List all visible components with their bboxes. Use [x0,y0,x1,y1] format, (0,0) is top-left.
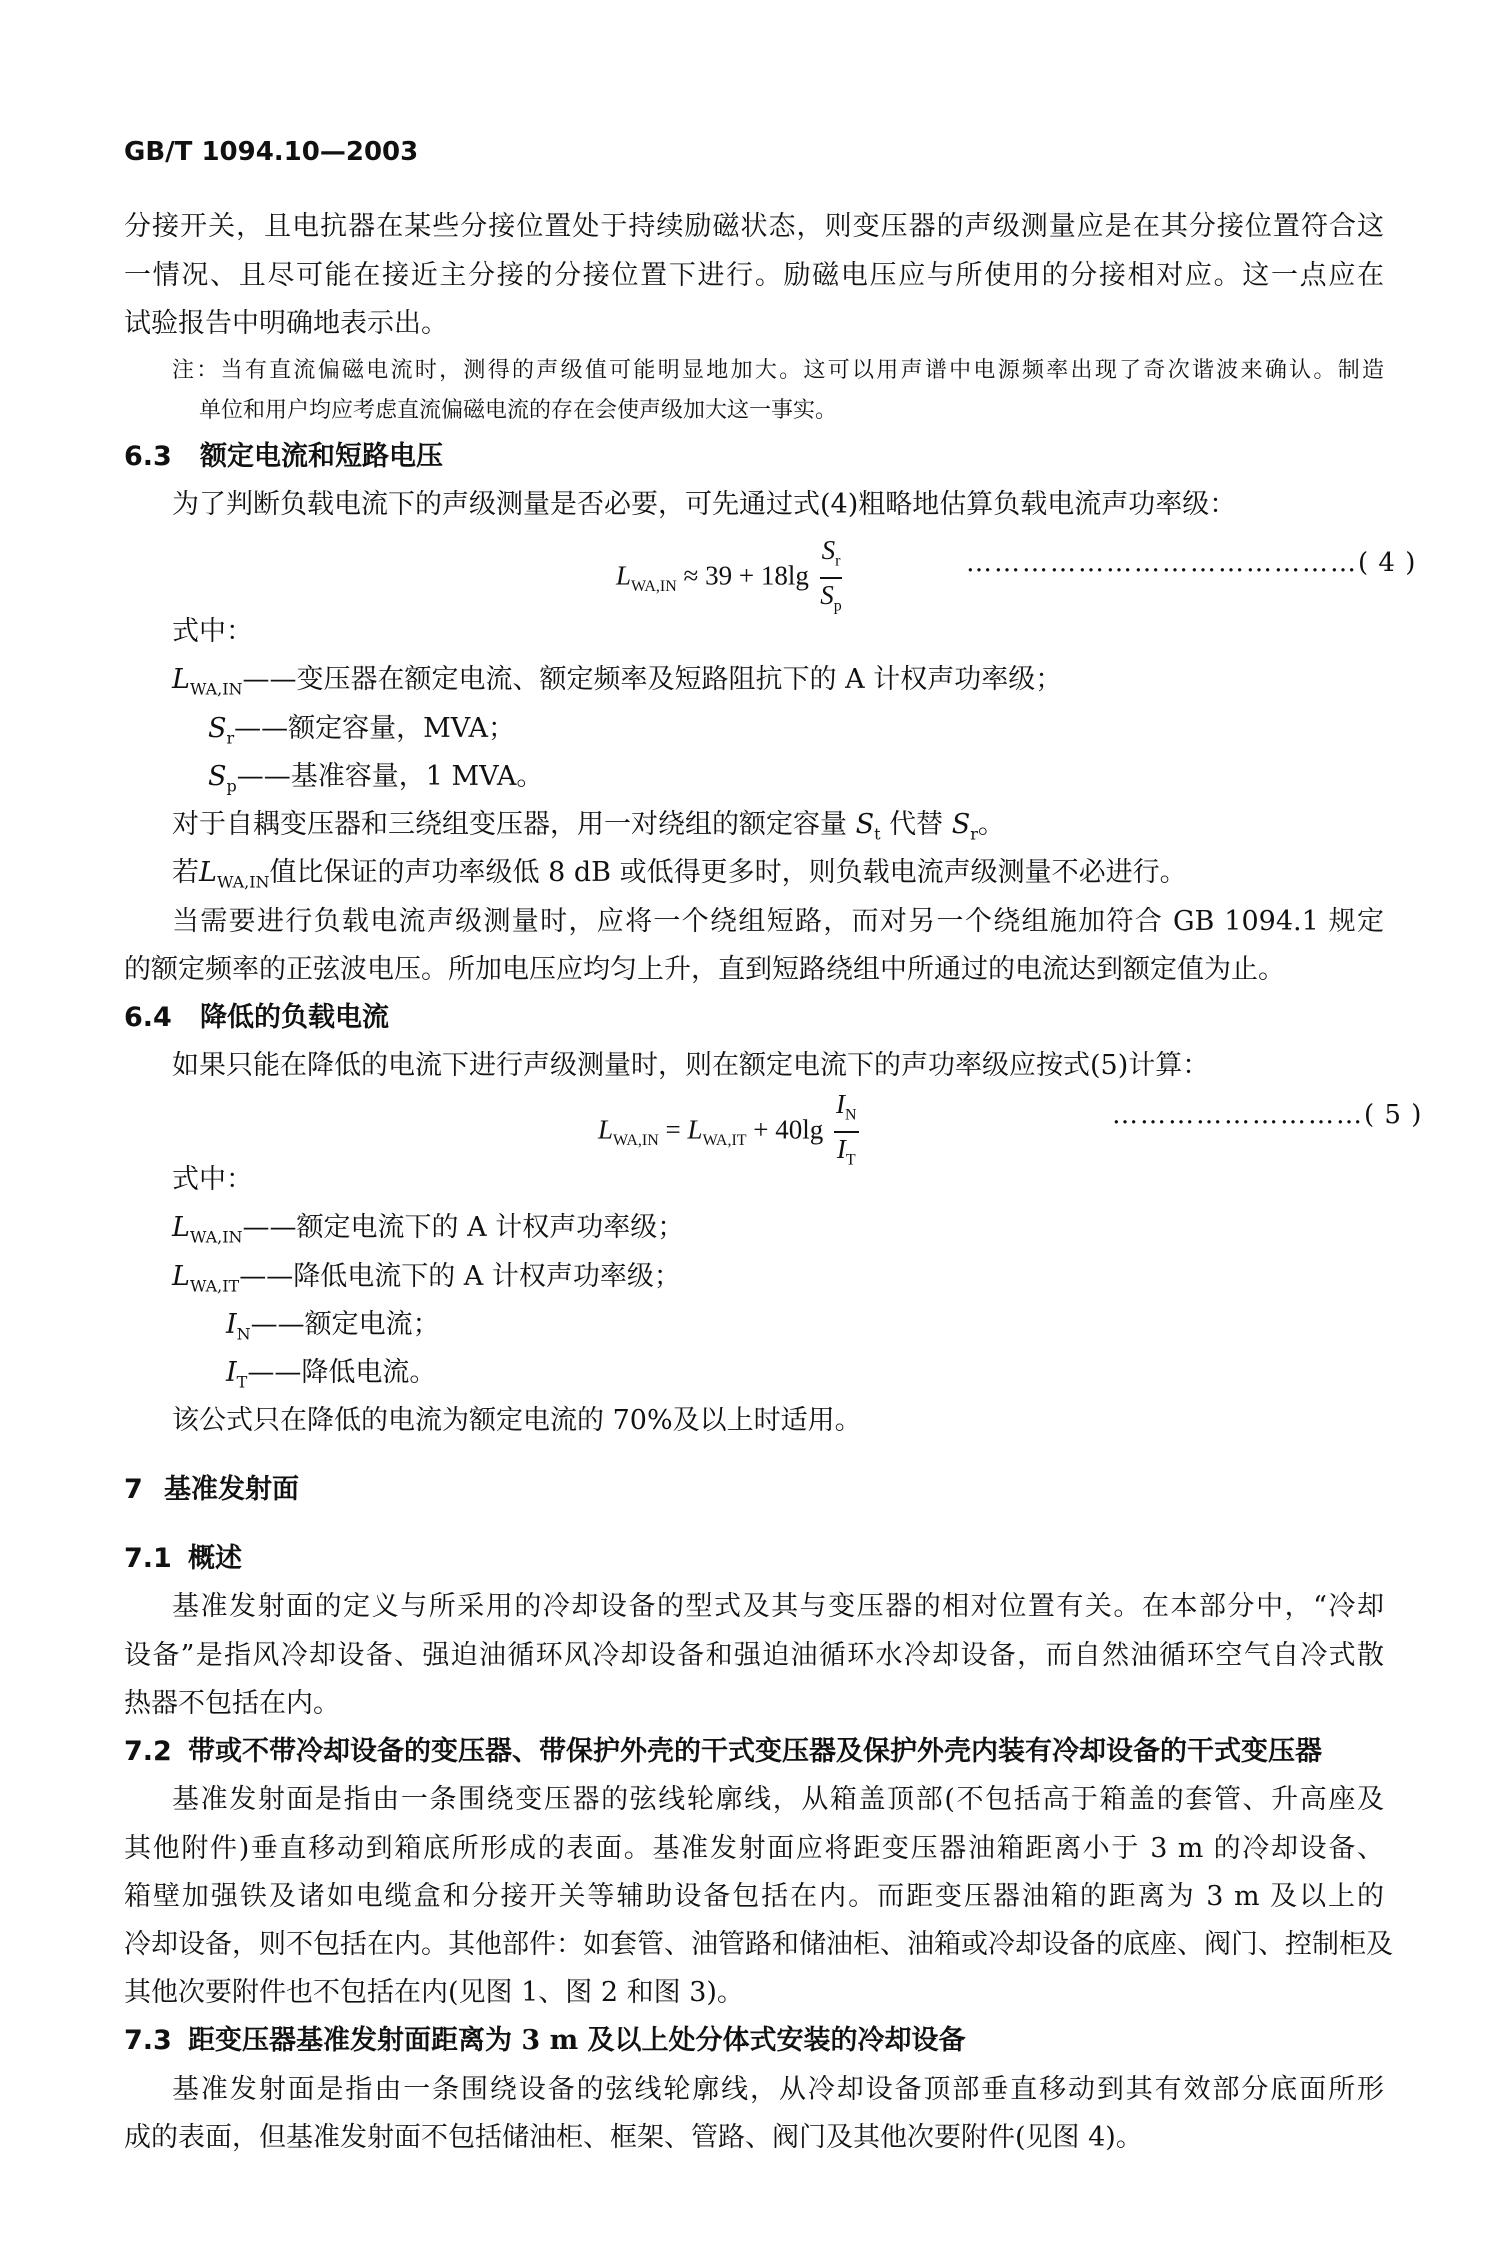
section-7-1-line-3: 热器不包括在内。 [124,1688,340,1719]
auto-subscript-t: t [874,824,881,844]
formula-4-rhs: ≈ 39 + 18lg [683,560,809,591]
formula-5-rhs-suffix: + 40lg [753,1114,824,1145]
formula-5-equals: = [665,1114,681,1145]
definition-symbol: L [172,1261,190,1292]
section-7-3-line-1: 基准发射面是指由一条围绕设备的弦线轮廓线，从冷却设备顶部垂直移动到其有效部分底面所形 [172,2074,1384,2105]
definition-lwa-it [172,1257,681,1306]
formula-5-num-symbol: I [836,1089,846,1119]
formula-4 [616,534,846,623]
auto-text-b: 代替 [889,809,944,840]
formula-5-rhs-symbol: L [687,1114,703,1145]
section-7-2-number: 7.2 [124,1736,172,1767]
definition-symbol: S [208,713,227,744]
formula-5-numerator [834,1088,859,1133]
applicability-line: 该公式只在降低的电流为额定电流的 70%及以上时适用。 [172,1405,862,1436]
section-7-1-line-1: 基准发射面的定义与所采用的冷却设备的型式及其与变压器的相对位置有关。在本部分中，“冷却 [172,1591,1384,1622]
definition-it [226,1353,436,1402]
formula-4-num-symbol: S [821,535,836,565]
procedure-line-1: 当需要进行负载电流声级测量时，应将一个绕组短路，而对另一个绕组施加符合 GB 1094.1 规定 [172,906,1384,937]
formula-4-den-symbol: S [820,580,834,611]
section-7-1-title: 概述 [188,1543,242,1574]
section-7-number: 7 [124,1474,143,1505]
auto-symbol-sr: S [951,809,971,840]
formula-5-den-symbol: I [836,1134,846,1165]
definition-text: ——降低电流。 [247,1357,437,1388]
section-7-1-heading [124,1539,242,1579]
definition-symbol: L [172,1212,190,1243]
auto-text-c: 。 [977,809,1005,840]
formula-4-lhs-subscript: WA,IN [631,577,677,595]
section-7-1-line-2: 设备”是指风冷却设备、强迫油循环风冷却设备和强迫油循环水冷却设备，而自然油循环空气自冷式散 [124,1640,1384,1671]
formula-4-fraction [820,534,843,623]
formula-5-num-subscript: N [845,1106,857,1124]
definition-subscript: p [226,776,237,796]
section-7-3-heading [124,2021,966,2061]
definition-subscript: WA,IT [189,1276,240,1296]
definition-text: ——变压器在额定电流、额定频率及短路阻抗下的 A 计权声功率级； [242,664,1063,695]
condition-line [172,853,1187,902]
section-6-4-number: 6.4 [124,1002,172,1033]
definition-symbol: S [208,761,227,792]
section-7-2-line-1: 基准发射面是指由一条围绕变压器的弦线轮廓线，从箱盖顶部(不包括高于箱盖的套管、升高座及 [172,1784,1384,1815]
condition-text-b: 值比保证的声功率级低 8 dB 或低得更多时，则负载电流声级测量不必进行。 [269,857,1187,888]
definition-subscript: T [236,1372,248,1392]
intro-line-3: 试验报告中明确地表示出。 [124,308,448,339]
section-7-1-number: 7.1 [124,1543,172,1574]
condition-text-a: 若 [172,857,199,888]
definition-text: ——额定容量，MVA； [234,713,515,744]
formula-5-number-row [1112,1100,1422,1130]
formula-5-lhs-symbol: L [598,1114,614,1145]
section-7-3-number: 7.3 [124,2025,172,2056]
definition-text: ——基准容量，1 MVA。 [236,761,544,792]
section-7-3-line-2: 成的表面，但基准发射面不包括储油柜、框架、管路、阀门及其他次要附件(见图 4)。 [124,2122,1143,2153]
section-7-2-heading [124,1732,1322,1772]
section-7-3-title: 距变压器基准发射面距离为 3 m 及以上处分体式安装的冷却设备 [188,2025,966,2056]
section-7-2-title: 带或不带冷却设备的变压器、带保护外壳的干式变压器及保护外壳内装有冷却设备的干式变压器 [188,1736,1322,1767]
formula-5-number: ( 5 ) [1364,1100,1423,1130]
definition-in [226,1305,440,1354]
formula-4-numerator [820,534,843,579]
definition-subscript: WA,IN [189,1227,243,1247]
definition-lwa-in-1 [172,660,1062,709]
definition-text: ——额定电流下的 A 计权声功率级； [242,1212,685,1243]
section-6-4-title: 降低的负载电流 [200,1002,389,1033]
section-7-title: 基准发射面 [164,1474,299,1505]
section-6-3-heading [124,437,443,477]
auto-text-a: 对于自耦变压器和三绕组变压器，用一对绕组的额定容量 [172,809,847,840]
formula-4-number-row [966,548,1416,578]
section-7-2-line-3: 箱壁加强铁及诸如电缆盒和分接开关等辅助设备包括在内。而距变压器油箱的距离为 3 m 及以上的 [124,1881,1384,1912]
section-7-2-line-4: 冷却设备，则不包括在内。其他部件：如套管、油管路和储油柜、油箱或冷却设备的底座、阀门、控制柜及 [124,1929,1393,1960]
definition-text: ——降低电流下的 A 计权声功率级； [239,1261,681,1292]
condition-subscript: WA,IN [216,872,270,892]
auto-subscript-r: r [970,824,978,844]
definition-sr [208,709,515,758]
note-line-2: 单位和用户均应考虑直流偏磁电流的存在会使声级加大这一事实。 [199,398,838,423]
note-line-1: 注：当有直流偏磁电流时，测得的声级值可能明显地加大。这可以用声谱中电源频率出现了奇次谐波来确认。制造 [172,358,1384,383]
definition-symbol: L [172,664,190,695]
autotransformer-note [172,805,1005,854]
definition-subscript: N [236,1324,251,1344]
formula-5-den-subscript: T [845,1151,856,1169]
formula-5-rhs-subscript: WA,IT [702,1131,747,1149]
section-7-heading [124,1470,299,1510]
formula-4-dots: …………………………………… [966,548,1358,578]
section-6-3-lead: 为了判断负载电流下的声级测量是否必要，可先通过式(4)粗略地估算负载电流声功率级： [172,489,1237,520]
section-6-3-title: 额定电流和短路电压 [200,441,443,472]
formula-4-den-subscript: p [833,597,842,615]
section-7-2-line-2: 其他附件)垂直移动到箱底所形成的表面。基准发射面应将距变压器油箱距离小于 3 m 的冷却设备、 [124,1833,1384,1864]
definition-subscript: r [226,728,235,748]
formula-5-fraction [834,1088,859,1177]
section-6-3-where: 式中： [172,616,253,647]
formula-5 [598,1088,863,1177]
condition-symbol: L [199,857,217,888]
section-6-4-where: 式中： [172,1164,253,1195]
formula-4-number: ( 4 ) [1358,548,1417,578]
definition-sp [208,757,543,806]
definition-subscript: WA,IN [189,679,243,699]
section-6-4-lead: 如果只能在降低的电流下进行声级测量时，则在额定电流下的声功率级应按式(5)计算： [172,1050,1210,1081]
section-7-2-line-5: 其他次要附件也不包括在内(见图 1、图 2 和图 3)。 [124,1977,744,2008]
definition-lwa-in-2 [172,1208,684,1257]
standard-id: GB/T 1094.10—2003 [124,137,419,167]
intro-line-1: 分接开关，且电抗器在某些分接位置处于持续励磁状态，则变压器的声级测量应是在其分接位置符合这 [124,211,1384,242]
section-6-4-heading [124,998,389,1038]
formula-4-denominator [820,579,843,622]
definition-text: ——额定电流； [250,1309,440,1340]
intro-line-2: 一情况、且尽可能在接近主分接的分接位置下进行。励磁电压应与所使用的分接相对应。这一点应在 [124,260,1384,291]
formula-5-denominator [834,1133,859,1176]
procedure-line-2: 的额定频率的正弦波电压。所加电压应均匀上升，直到短路绕组中所通过的电流达到额定值为止。 [124,954,1285,985]
formula-5-lhs-subscript: WA,IN [613,1131,659,1149]
definition-symbol: I [226,1309,237,1340]
definition-symbol: I [226,1357,237,1388]
formula-5-dots: ……………………… [1112,1100,1364,1130]
section-6-3-number: 6.3 [124,441,172,472]
formula-4-lhs-symbol: L [616,560,632,591]
formula-4-num-subscript: r [835,552,841,570]
auto-symbol-st: S [855,809,875,840]
